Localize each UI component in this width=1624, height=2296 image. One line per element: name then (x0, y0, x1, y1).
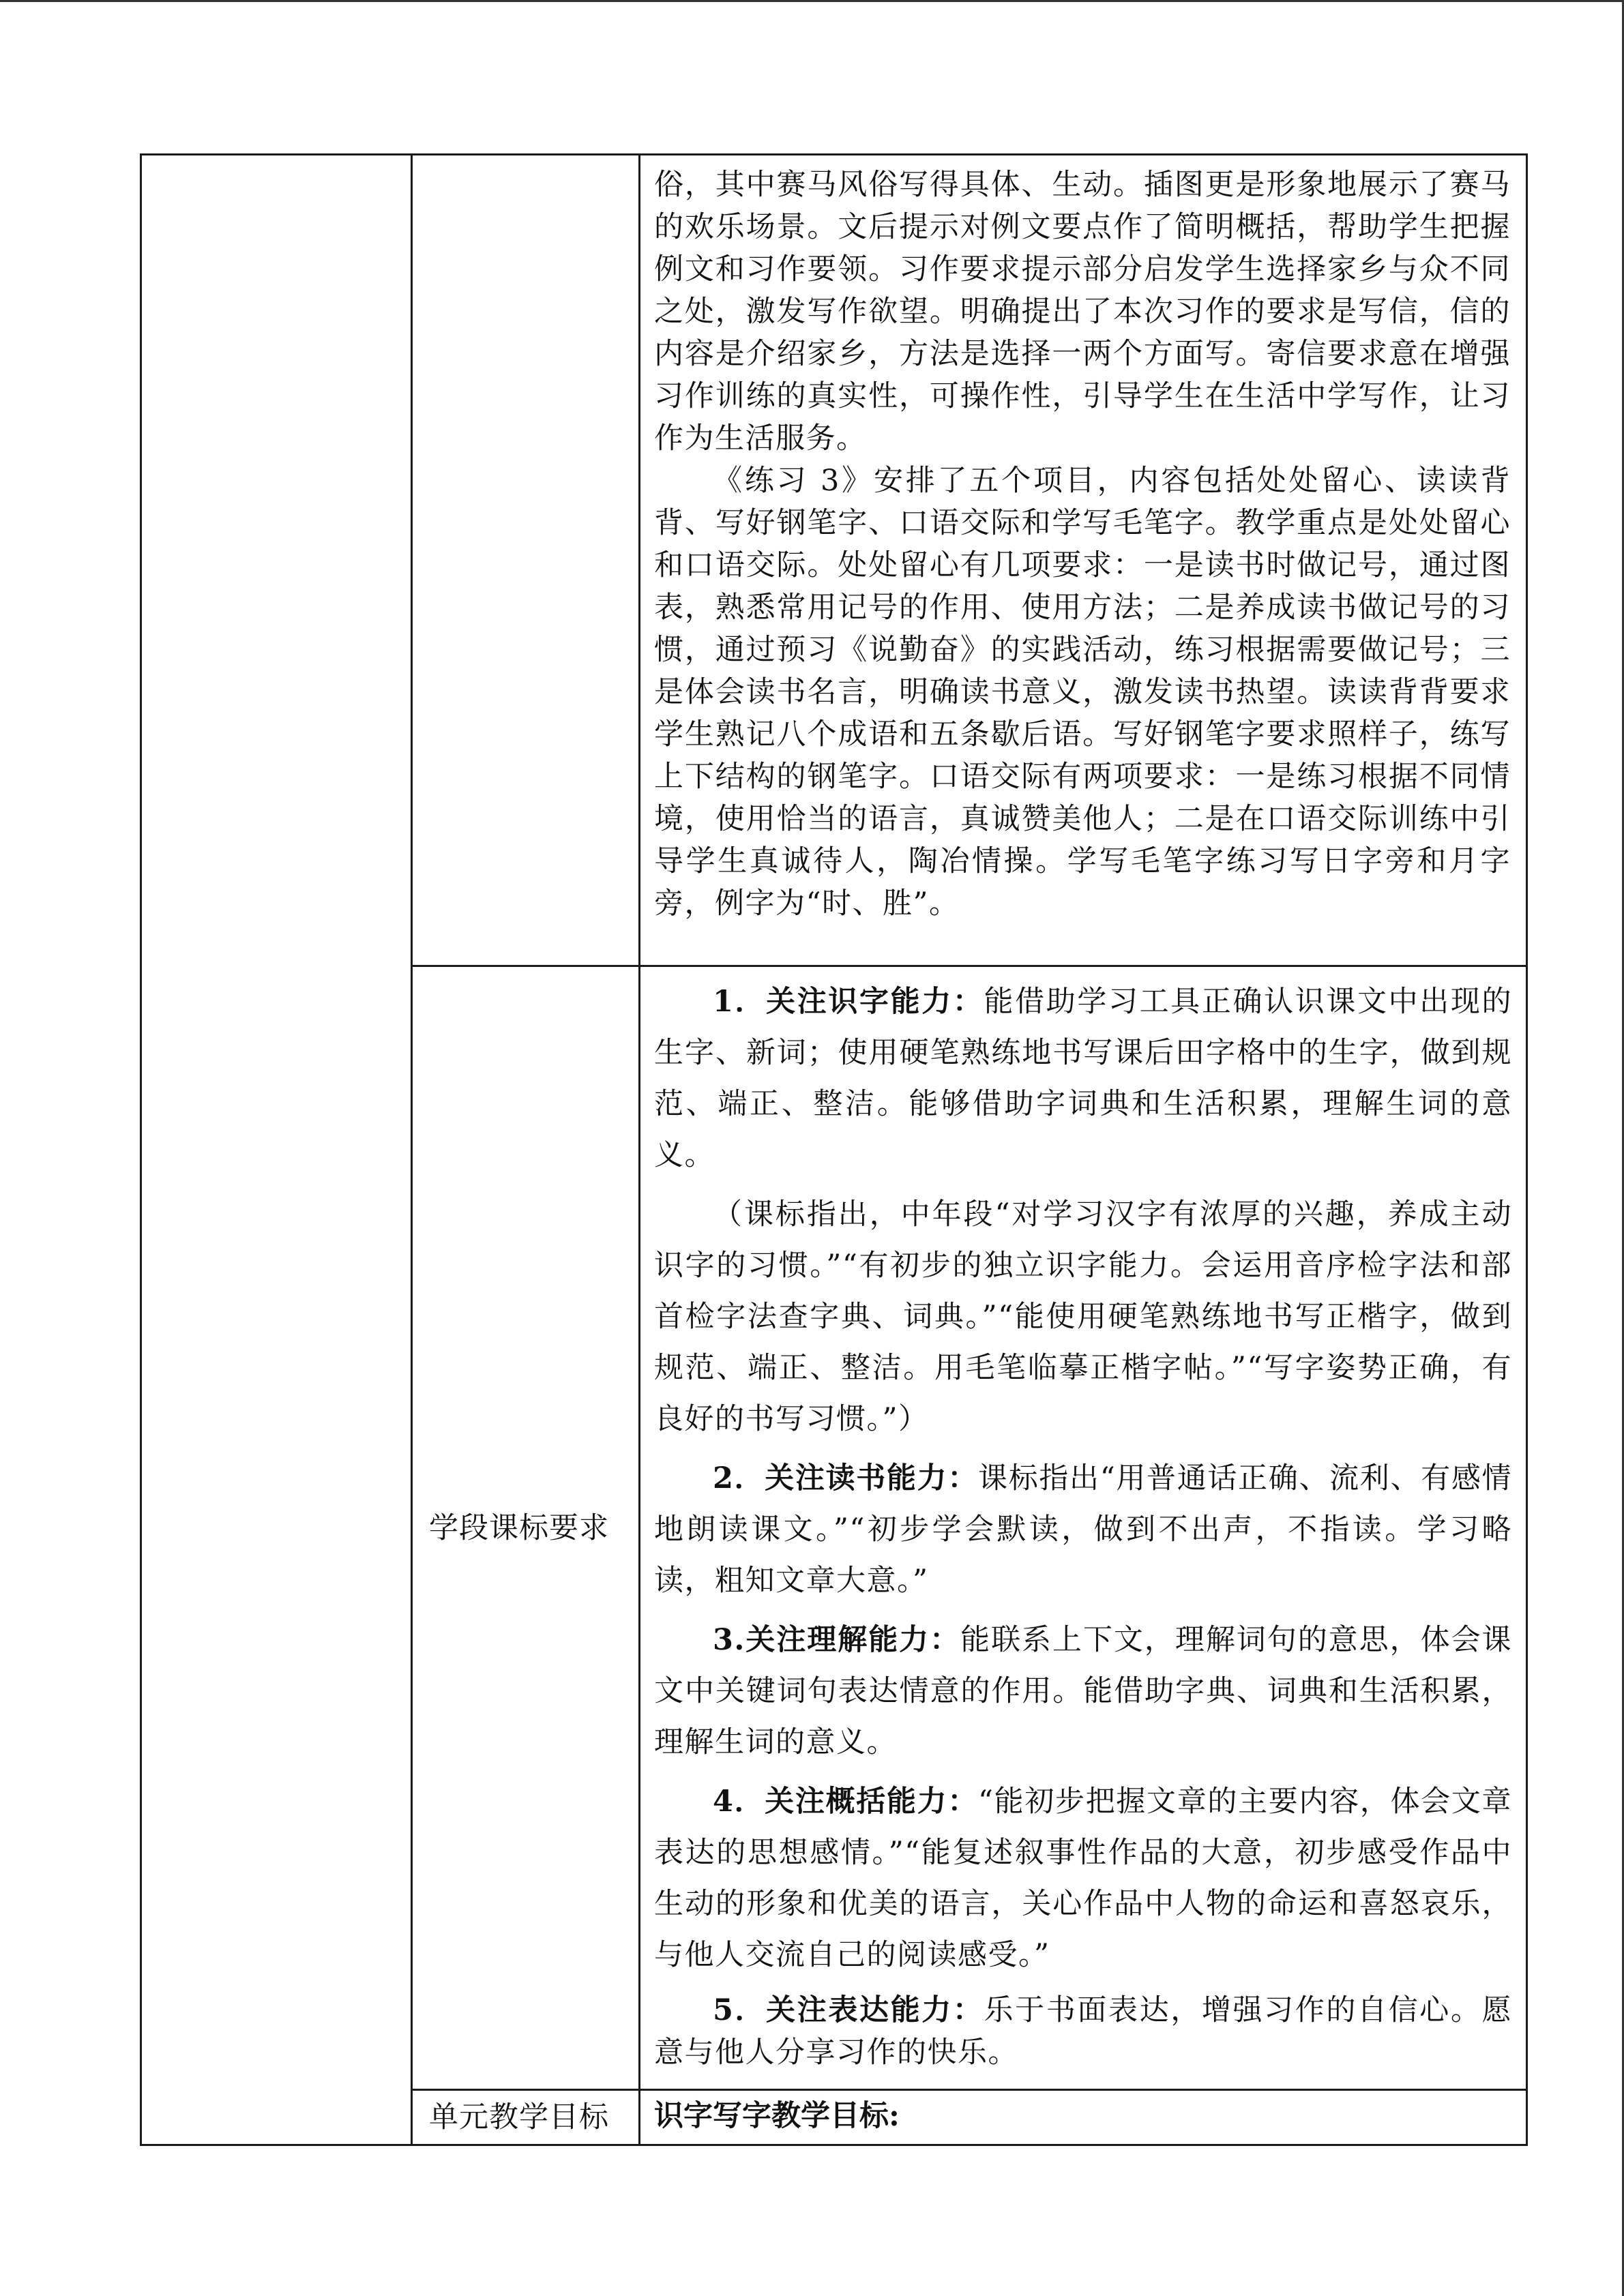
curriculum-standards-label: 学段课标要求 (412, 966, 640, 2090)
standard-heading: 1．关注识字能力： (713, 985, 984, 1019)
standard-text: （课标指出，中年段“对学习汉字有浓厚的兴趣，养成主动识字的习惯。”“有初步的独立识字能力。会运用音序检字法和部首检字法查字典、词典。”“能使用硬笔熟练地书写正楷字，做到规范、端正、整洁。用毛笔临摹正楷字帖。”“写字姿势正确，有良好的书写习惯。”） (654, 1197, 1512, 1436)
standard-item-literacy (654, 976, 1512, 1181)
standard-text: “能初步把握文章的主要内容，体会文章表达的思想感情。”“能复述叙事性作品的大意，初步感受作品中生动的形象和优美的语言，关心作品中人物的命运和喜怒哀乐，与他人交流自己的阅读感受。” (654, 1785, 1513, 1972)
analysis-paragraph-2: 《练习 3》安排了五个项目，内容包括处处留心、读读背背、写好钢笔字、口语交际和学写毛笔字。教学重点是处处留心和口语交际。处处留心有几项要求：一是读书时做记号，通过图表，熟悉常用记号的作用、使用方法；二是养成读书做记号的习惯，通过预习《说勤奋》的实践活动，练习根据需要做记号；三是体会读书名言，明确读书意义，激发读书热望。读读背背要求学生熟记八个成语和五条歇后语。写好钢笔字要求照样子，练写上下结构的钢笔字。口语交际有两项要求：一是练习根据不同情境，使用恰当的语言，真诚赞美他人；二是在口语交际训练中引导学生真诚待人，陶冶情操。学写毛笔字练习写日字旁和月字旁，例字为“时、胜”。 (654, 464, 1511, 921)
table-row-content-analysis (141, 155, 1527, 966)
analysis-paragraph-1: 俗，其中赛马风俗写得具体、生动。插图更是形象地展示了赛马的欢乐场景。文后提示对例文要点作了简明概括，帮助学生把握例文和习作要领。习作要求提示部分启发学生选择家乡与众不同之处，激发写作欲望。明确提出了本次习作的要求是写信，信的内容是介绍家乡，方法是选择一两个方面写。寄信要求意在增强习作训练的真实性，可操作性，引导学生在生活中学写作，让习作为生活服务。 (654, 168, 1511, 456)
standard-item-expression (654, 1989, 1512, 2074)
standard-text: 课标指出“用普通话正确、流利、有感情地朗读课文。”“初步学会默读，做到不出声，不指读。学习略读，粗知文章大意。” (654, 1461, 1513, 1598)
standard-item-note (654, 1189, 1512, 1445)
row1-label-cell (412, 155, 640, 966)
standard-heading: 3.关注理解能力： (713, 1623, 961, 1657)
standard-heading: 2．关注读书能力： (713, 1461, 979, 1495)
unit-objectives-label: 单元教学目标 (412, 2090, 640, 2145)
left-merged-cell (141, 155, 412, 2145)
standard-text: 能联系上下文，理解词句的意思，体会课文中关键词句表达情意的作用。能借助字典、词典和生活积累，理解生词的意义。 (654, 1623, 1513, 1759)
standard-heading: 5．关注表达能力： (713, 1993, 984, 2027)
page-border-top (0, 0, 1624, 2)
standard-item-reading (654, 1453, 1512, 1607)
curriculum-standards-content (640, 966, 1527, 2090)
standard-text: 乐于书面表达，增强习作的自信心。愿意与他人分享习作的快乐。 (654, 1993, 1513, 2070)
standard-heading: 4．关注概括能力： (713, 1785, 979, 1819)
lesson-plan-table (140, 153, 1528, 2146)
unit-objectives-content: 识字写字教学目标: (640, 2090, 1527, 2145)
standard-item-summary (654, 1776, 1512, 1981)
standard-text: 能借助学习工具正确认识课文中出现的生字、新词；使用硬笔熟练地书写课后田字格中的生字，做到规范、端正、整洁。能够借助字词典和生活积累，理解生词的意义。 (654, 985, 1513, 1172)
row1-content-cell (640, 155, 1527, 966)
standard-item-comprehension (654, 1615, 1512, 1768)
